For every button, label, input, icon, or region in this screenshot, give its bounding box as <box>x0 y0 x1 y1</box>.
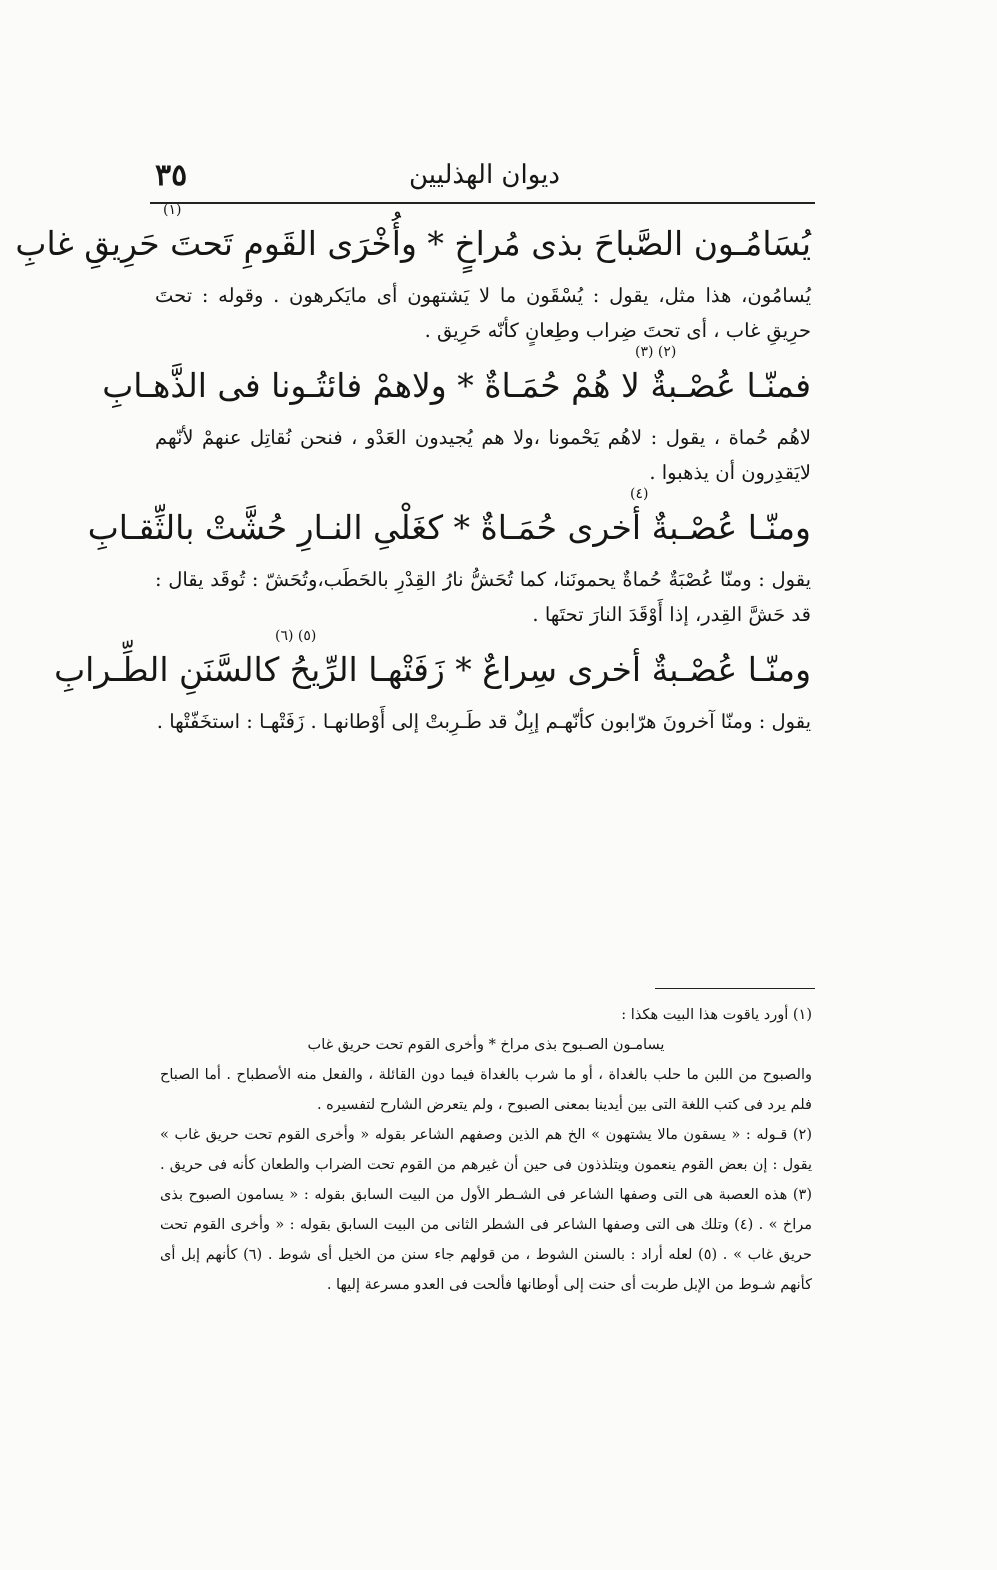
page-header <box>155 150 810 200</box>
stanza-2 <box>102 344 811 490</box>
page-number: ٣٥ <box>155 157 188 193</box>
running-title: ديوان الهذليين <box>408 160 560 190</box>
footnotes <box>160 1000 812 1300</box>
main-text <box>15 202 811 739</box>
footnote-rule <box>655 988 815 989</box>
footnotes-2-to-6: (٢) قـوله : « يسقون مالا يشتهون » الخ هم الذين وصفهم الشاعر بقوله « وأخرى القوم تحت حريق غاب » يقول : إن بعض القوم ينعمون ويتلذذون فى حين أن غيرهم من القوم تحت الضراب والطعان كأنه فى حريق . (٣) هذه العصبة هى التى وصفها الشاعر فى الشـطر الأول من البيت السابق بقوله : « يسامون الصبوح بذى مراخ » . (٤) وتلك هى التى وصفها الشاعر فى الشطر الثانى من البيت السابق بقوله : « وأخرى القوم تحت حريق غاب » . (٥) لعله أراد : بالسنن الشوط ، من قولهم جاء سنن من الخيل أى شوط . (٦) كأنهم إبل أى كأنهم شـوط من الإبل طربت أى حنت إلى أوطانها فألحت فى العدو مسرعة إليها . <box>160 1127 812 1293</box>
footnote-1-continued: والصبوح من اللبن ما حلب بالغداة ، أو ما شرب بالغداة فيما دون القائلة ، والفعل منه الأصطباح . أما الصباح فلم يرد فى كتب اللغة التى بين أيدينا بمعنى الصبوح ، ولم يتعرض الشارح لتفسيره . <box>160 1067 812 1113</box>
commentary: يقول : ومنّا آخرونَ هرّابون كأنّهـم إبِلٌ قد طَـرِبتْ إلى أَوْطانهـا . زَفَتْهـا : استخَفّتْها . <box>156 710 811 733</box>
verse-line: ومنّـا عُصْـبةٌ أخرى سِراعٌ * زَفَتْهـا الرِّيحُ كالسَّنَنِ الطِّـرابِ <box>54 650 811 689</box>
commentary: يُسامُون، هذا مثل، يقول : يُسْقَون ما لا يَشتهون أى مايَكرهون . وقوله : تحتَ حرِيقِ غاب ، أى تحتَ ضِراب وطِعانٍ كأنّه حَرِيق . <box>155 284 811 342</box>
footnote-marker: (٤) <box>630 486 649 502</box>
footnote-marker: (٥) (٦) <box>275 628 317 644</box>
verse-line: ومنّـا عُصْـبةٌ أخرى حُمَـاةٌ * كغَلْىِ النـارِ حُشَّتْ بالثِّقـابِ <box>87 508 811 547</box>
stanza-3 <box>87 486 811 632</box>
stanza-4 <box>54 628 811 739</box>
footnote-marker: (١) <box>163 202 182 218</box>
footnote-verse: يسامـون الصـبوح بذى مراخ * وأخرى القوم تحت حريق غاب <box>307 1037 665 1053</box>
commentary: يقول : ومنّا عُصْبَةٌ حُماةٌ يحمونَنا، كما تُحَشُّ نارُ القِدْرِ بالحَطَب،وتُحَشّ : تُوقَد يقال : قد حَشَّ القِدر، إذا أَوْقَدَ النارَ تحتَها . <box>155 568 811 626</box>
footnote-1: (١) أورد ياقوت هذا البيت هكذا : <box>621 1007 812 1023</box>
commentary: لاهُم حُماة ، يقول : لاهُم يَحْمونا ،ولا هم يُجيدون العَدْو ، فنحن نُقاتِل عنهمْ لأنّهم لايَقدِرون أن يذهبوا . <box>155 426 811 484</box>
verse-line: يُسَامُـون الصَّباحَ بذى مُراخٍ * وأُخْرَى القَومِ تَحتَ حَرِيقِ غابِ <box>15 224 811 263</box>
verse-line: فمنّـا عُصْـبةٌ لا هُمْ حُمَـاةٌ * ولاهمْ فائتُـونا فى الذَّهـابِ <box>102 366 811 405</box>
stanza-1 <box>15 202 811 348</box>
header-rule <box>150 202 815 204</box>
footnote-marker: (٢) (٣) <box>635 344 677 360</box>
